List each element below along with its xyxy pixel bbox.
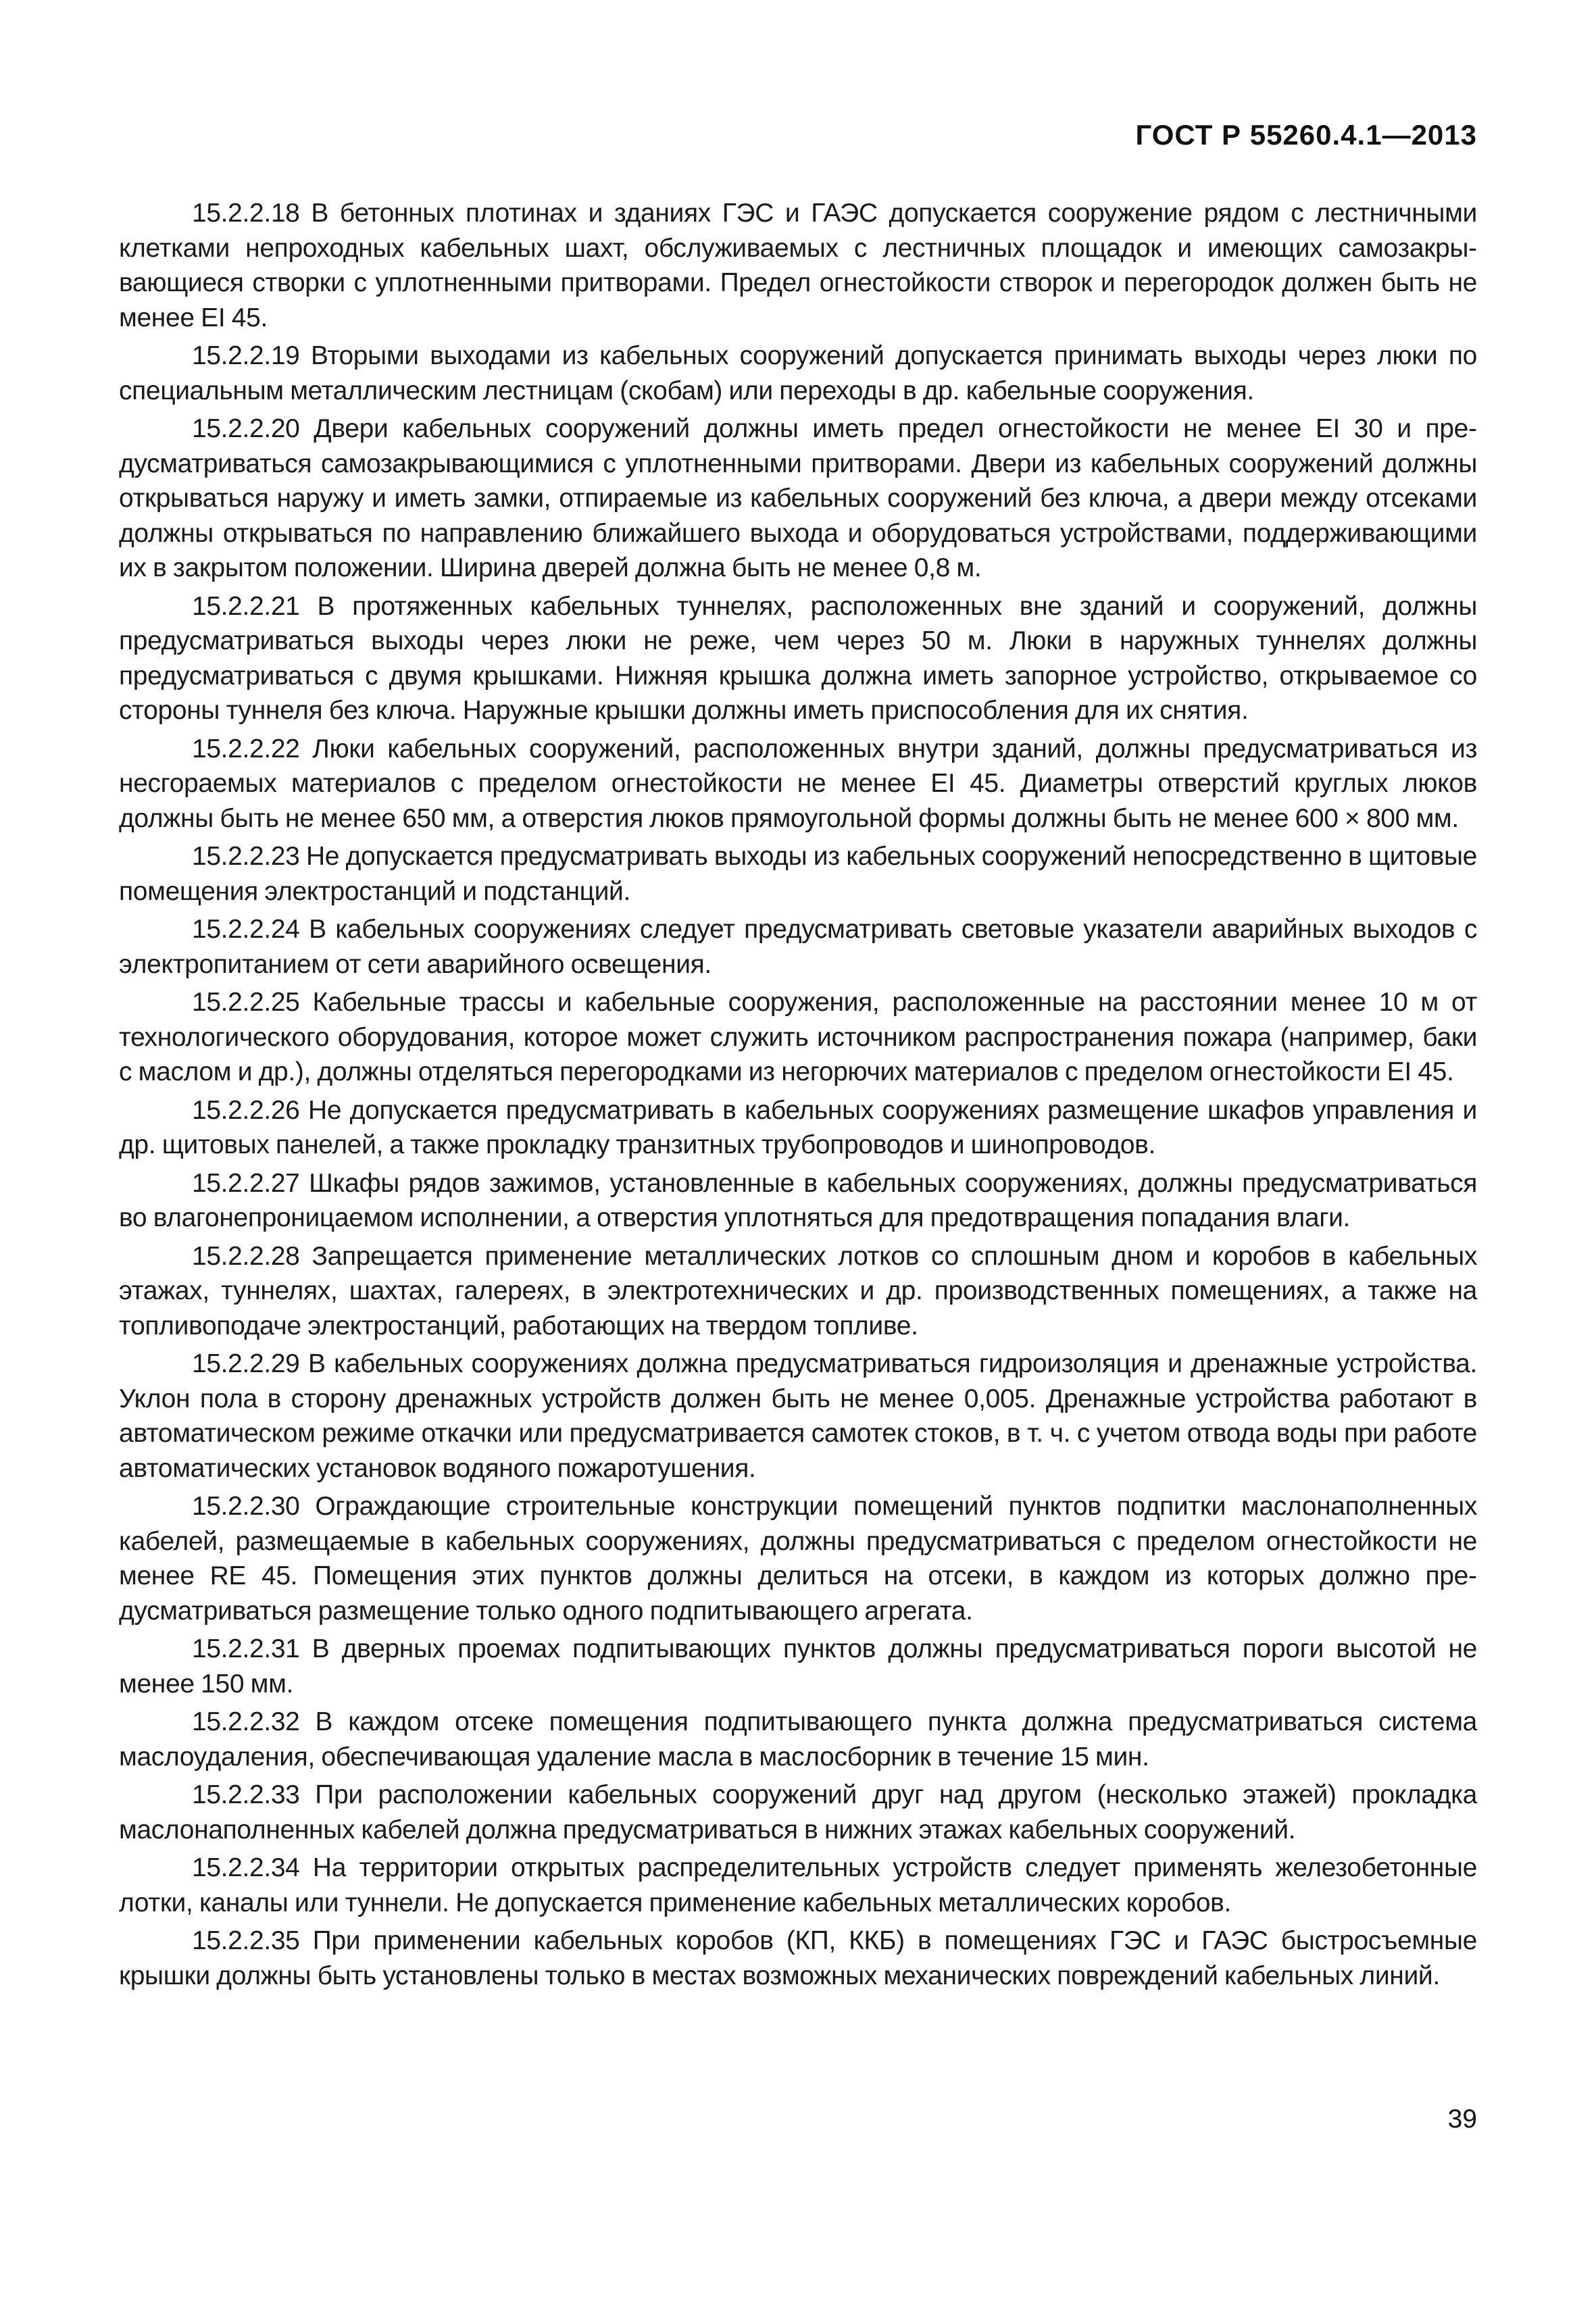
paragraph-15-2-2-22: 15.2.2.22 Люки кабельных сооружений, расположенных внутри зданий, должны предусматриваться из несгораемых материалов с пределом огнестойкости не менее EI 45. Диаметры отверстий круглых люков должны быть не менее 650 мм, а отверстия люков прямоугольной формы должны быть не менее 600 × 800 мм. (119, 734, 1477, 833)
paragraph-15-2-2-18: 15.2.2.18 В бетонных плотинах и зданиях ГЭС и ГАЭС допускается сооружение рядом с лестничными клетками непроходных кабельных шахт, обслуживаемых с лестничных площадок и имеющих самозакрывающиеся створки с уплотненными притворами. Предел огнестойкости створок и перегородок должен быть не менее EI 45. (119, 199, 1477, 332)
paragraph-15-2-2-23: 15.2.2.23 Не допускается предусматривать выходы из кабельных сооружений непосредственно в щитовые помещения электростанций и подстанций. (119, 842, 1477, 906)
paragraph-15-2-2-33: 15.2.2.33 При расположении кабельных сооружений друг над другом (несколько этажей) прокладка маслонаполненных кабелей должна предусматриваться в нижних этажах кабельных сооружений. (119, 1780, 1477, 1844)
paragraph-15-2-2-20: 15.2.2.20 Двери кабельных сооружений должны иметь предел огнестойкости не менее EI 30 и предусматриваться самозакрывающимися с уплотненными притворами. Двери из кабельных сооружений должны открываться наружу и иметь замки, отпираемые из кабельных сооружений без ключа, а двери между отсеками должны открываться по направлению ближайшего выхода и оборудоваться устройствами, поддерживающими их в закрытом положении. Ширина дверей должна быть не менее 0,8 м. (119, 414, 1477, 582)
paragraph-15-2-2-26: 15.2.2.26 Не допускается предусматривать в кабельных сооружениях размещение шкафов управления и др. щитовых панелей, а также прокладку транзитных трубопроводов и шинопроводов. (119, 1095, 1477, 1159)
paragraph-15-2-2-21: 15.2.2.21 В протяженных кабельных туннелях, расположенных вне зданий и сооружений, должны предусматриваться выходы через люки не реже, чем через 50 м. Люки в наружных туннелях должны предусматриваться с двумя крышками. Нижняя крышка должна иметь запорное устройство, открываемое со стороны туннеля без ключа. Наружные крышки должны иметь приспособления для их снятия. (119, 591, 1477, 725)
paragraph-15-2-2-27: 15.2.2.27 Шкафы рядов зажимов, установленные в кабельных сооружениях, должны предусматриваться во влагонепроницаемом исполнении, а отверстия уплотняться для предотвращения попадания влаги. (119, 1168, 1477, 1232)
paragraph-15-2-2-29: 15.2.2.29 В кабельных сооружениях должна предусматриваться гидроизоляция и дренажные устройства. Уклон пола в сторону дренажных устройств должен быть не менее 0,005. Дренажные устройства работают в автоматическом режиме откачки или предусматривается самотек стоков, в т. ч. с учетом отвода воды при работе автоматических установок водяного пожаротушения. (119, 1349, 1477, 1483)
paragraph-15-2-2-32: 15.2.2.32 В каждом отсеке помещения подпитывающего пункта должна предусматриваться система маслоудаления, обеспечивающая удаление масла в маслосборник в течение 15 мин. (119, 1707, 1477, 1771)
paragraph-15-2-2-28: 15.2.2.28 Запрещается применение металлических лотков со сплошным дном и коробов в кабельных этажах, туннелях, шахтах, галереях, в электротехнических и др. производственных помещениях, а также на топливоподаче электростанций, работающих на твердом топливе. (119, 1241, 1477, 1340)
paragraph-15-2-2-34: 15.2.2.34 На территории открытых распределительных устройств следует применять железобетонные лотки, каналы или туннели. Не допускается применение кабельных металлических коробов. (119, 1853, 1477, 1917)
page-number: 39 (1447, 2105, 1477, 2134)
paragraph-15-2-2-30: 15.2.2.30 Ограждающие строительные конструкции помещений пунктов подпитки маслонаполненных кабелей, размещаемые в кабельных сооружениях, должны предусматриваться с пределом огнестойкости не менее RE 45. Помещения этих пунктов должны делиться на отсеки, в каждом из которых должно предусматриваться размещение только одного подпитывающего агрегата. (119, 1492, 1477, 1626)
paragraph-15-2-2-19: 15.2.2.19 Вторыми выходами из кабельных сооружений допускается принимать выходы через люки по специальным металлическим лестницам (скобам) или переходы в др. кабельные сооружения. (119, 341, 1477, 405)
paragraph-15-2-2-25: 15.2.2.25 Кабельные трассы и кабельные сооружения, расположенные на расстоянии менее 10 м от технологического оборудования, которое может служить источником распространения пожара (например, баки с маслом и др.), должны отделяться перегородками из негорючих материалов с пределом огнестойкости EI 45. (119, 988, 1477, 1086)
paragraph-15-2-2-24: 15.2.2.24 В кабельных сооружениях следует предусматривать световые указатели аварийных выходов с электропитанием от сети аварийного освещения. (119, 915, 1477, 979)
document-header: ГОСТ Р 55260.4.1—2013 (1135, 119, 1477, 151)
paragraph-15-2-2-31: 15.2.2.31 В дверных проемах подпитывающих пунктов должны предусматриваться пороги высотой не менее 150 мм. (119, 1634, 1477, 1699)
document-body (119, 196, 1477, 1996)
paragraph-15-2-2-35: 15.2.2.35 При применении кабельных коробов (КП, ККБ) в помещениях ГЭС и ГАЭС быстросъемные крышки должны быть установлены только в местах возможных механических повреждений кабельных линий. (119, 1926, 1477, 1990)
